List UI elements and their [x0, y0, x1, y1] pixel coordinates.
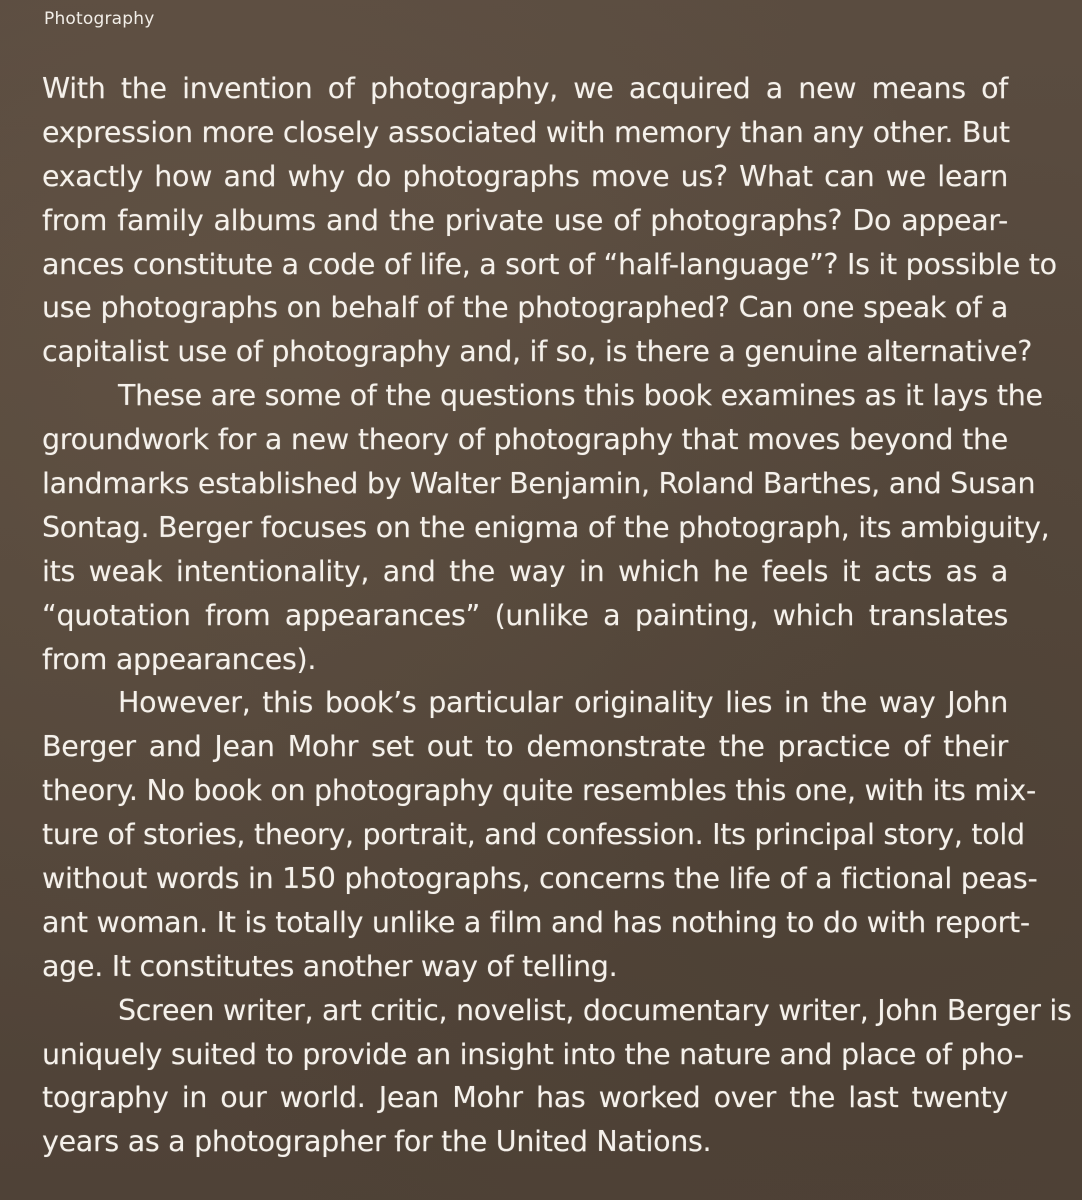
text-line: Sontag. Berger focuses on the enigma of the photograph, its ambiguity,	[42, 510, 1050, 544]
running-head: Photography	[44, 9, 155, 29]
text-line: With the invention of photography, we acquired a new means of	[42, 72, 1008, 105]
text-line: These are some of the questions this book examines as it lays the	[118, 379, 1043, 413]
paragraph-4	[42, 989, 1072, 1165]
text-line: “quotation from appearances” (unlike a painting, which translates	[42, 598, 1008, 632]
text-line: without words in 150 photographs, concerns the life of a fictional peas-	[42, 862, 1038, 896]
text-line: However, this book’s particular originality lies in the way John	[118, 686, 1008, 720]
paragraph-1	[42, 67, 1057, 374]
text-line: from family albums and the private use of photographs? Do appear-	[42, 203, 1008, 237]
text-line: years as a photographer for the United Nations.	[42, 1125, 712, 1159]
text-line: ant woman. It is totally unlike a film and has nothing to do with report-	[42, 905, 1030, 939]
text-line: its weak intentionality, and the way in which he feels it acts as a	[42, 554, 1008, 588]
text-line: uniquely suited to provide an insight into the nature and place of pho-	[42, 1037, 1024, 1071]
paragraph-2	[42, 374, 1050, 681]
text-line: ture of stories, theory, portrait, and confession. Its principal story, told	[42, 818, 1025, 852]
text-line: tography in our world. Jean Mohr has worked over the last twenty	[42, 1081, 1008, 1115]
text-line: expression more closely associated with memory than any other. But	[42, 115, 1010, 149]
text-line: exactly how and why do photographs move us? What can we learn	[42, 159, 1008, 193]
text-line: theory. No book on photography quite resembles this one, with its mix-	[42, 774, 1036, 808]
text-line: landmarks established by Walter Benjamin, Roland Barthes, and Susan	[42, 467, 1036, 501]
blurb-text	[42, 67, 1072, 1164]
text-line: use photographs on behalf of the photographed? Can one speak of a	[42, 291, 1008, 325]
text-line: ances constitute a code of life, a sort of “half-language”? Is it possible to	[42, 247, 1057, 281]
text-line: capitalist use of photography and, if so, is there a genuine alternative?	[42, 335, 1033, 369]
text-line: Screen writer, art critic, novelist, documentary writer, John Berger is	[118, 993, 1072, 1027]
paragraph-3	[42, 681, 1038, 988]
text-line: Berger and Jean Mohr set out to demonstrate the practice of their	[42, 730, 1008, 764]
text-line: from appearances).	[42, 642, 317, 676]
text-line: age. It constitutes another way of telling.	[42, 949, 618, 983]
text-line: groundwork for a new theory of photography that moves beyond the	[42, 423, 1008, 457]
